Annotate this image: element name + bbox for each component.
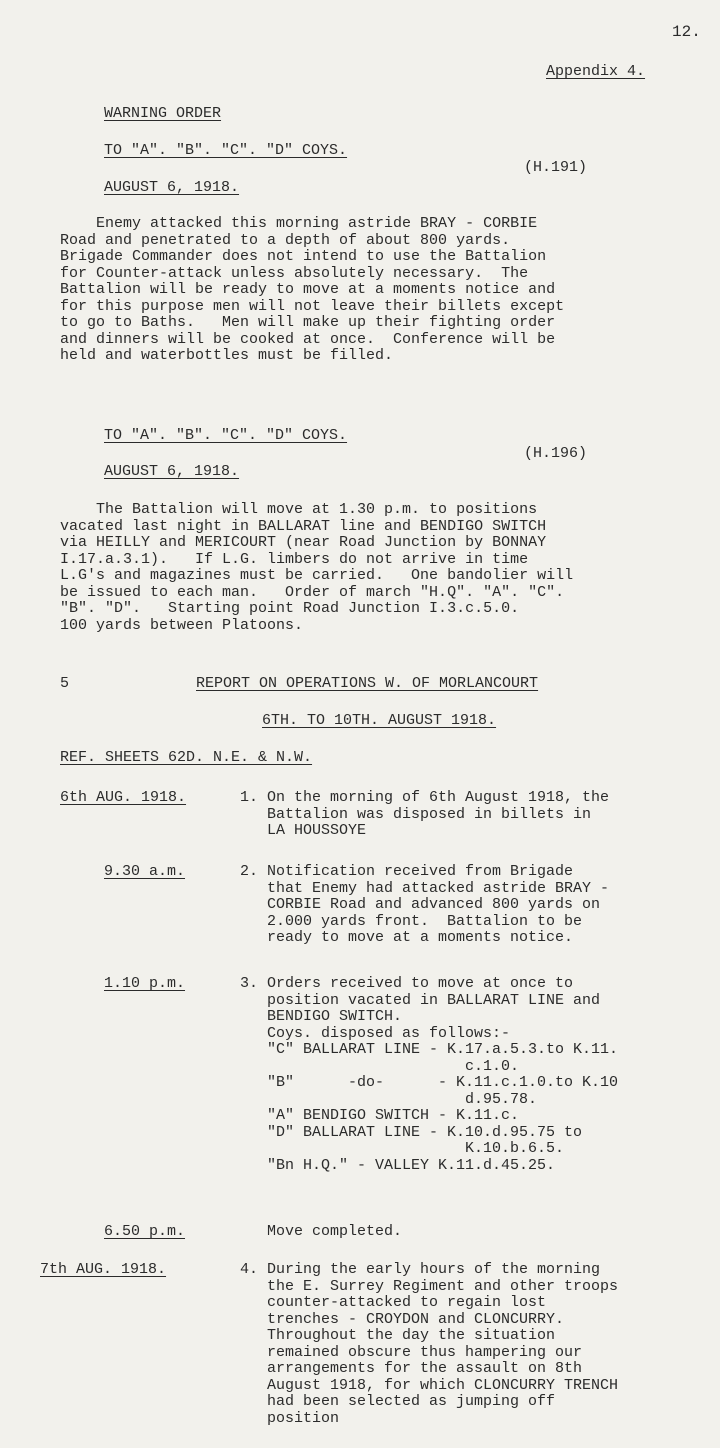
warning-order-date: AUGUST 6, 1918.: [104, 179, 240, 196]
entry-time: 7th AUG. 1918.: [40, 1261, 167, 1278]
entry-line: 2. Notification received from Brigade: [240, 863, 574, 880]
entry-line: "B" -do- - K.11.c.1.0.to K.10: [240, 1074, 619, 1091]
entry-line: BENDIGO SWITCH.: [240, 1008, 403, 1025]
appendix-label: Appendix 4.: [546, 63, 646, 80]
report-dates: 6TH. TO 10TH. AUGUST 1918.: [262, 712, 497, 729]
entry-line: LA HOUSSOYE: [240, 822, 367, 839]
body-line: held and waterbottles must be filled.: [60, 347, 394, 364]
entry-line: the E. Surrey Regiment and other troops: [240, 1277, 619, 1295]
entry-line: "Bn H.Q." - VALLEY K.11.d.45.25.: [240, 1156, 556, 1174]
entry-line: 1. On the morning of 6th August 1918, the: [240, 789, 610, 806]
entry-line: Throughout the day the situation: [240, 1327, 556, 1344]
entry-line: "D" BALLARAT LINE - K.10.d.95.75 to: [240, 1123, 583, 1141]
entry-line: Coys. disposed as follows:-: [240, 1024, 511, 1042]
entry-line: 2.000 yards front. Battalion to be: [240, 912, 583, 930]
entry-time: 6th AUG. 1918.: [60, 789, 187, 806]
order2-recipients: TO "A". "B". "C". "D" COYS.: [104, 427, 348, 444]
body-line: vacated last night in BALLARAT line and BENDIGO SWITCH: [60, 517, 547, 535]
entry-line: "A" BENDIGO SWITCH - K.11.c.: [240, 1107, 520, 1124]
entry-line: d.95.78.: [240, 1090, 538, 1108]
section-number: 5: [60, 675, 70, 692]
entry-text: [240, 976, 618, 1174]
order2-body: [60, 502, 573, 634]
body-line: to go to Baths. Men will make up their fighting order: [60, 314, 556, 331]
entry-text: [240, 1224, 402, 1241]
body-line: Road and penetrated to a depth of about 800 yards.: [60, 231, 511, 249]
entry-text: [240, 1262, 618, 1427]
order2-date: AUGUST 6, 1918.: [104, 463, 240, 480]
entry-line: that Enemy had attacked astride BRAY -: [240, 879, 610, 897]
entry-line: position: [240, 1409, 340, 1427]
warning-order-recipients: TO "A". "B". "C". "D" COYS.: [104, 142, 348, 159]
body-line: 100 yards between Platoons.: [60, 616, 304, 634]
entry-line: had been selected as jumping off: [240, 1393, 556, 1410]
order2-ref: (H.196): [524, 445, 588, 462]
entry-line: CORBIE Road and advanced 800 yards on: [240, 896, 601, 913]
entry-line: arrangements for the assault on 8th: [240, 1360, 583, 1377]
entry-line: August 1918, for which CLONCURRY TRENCH: [240, 1376, 619, 1394]
entry-line: K.10.b.6.5.: [240, 1140, 565, 1157]
entry-line: Move completed.: [240, 1223, 403, 1240]
body-line: for Counter-attack unless absolutely necessary. The: [60, 264, 529, 282]
entry-line: counter-attacked to regain lost: [240, 1294, 547, 1311]
report-title: REPORT ON OPERATIONS W. OF MORLANCOURT: [196, 675, 539, 692]
entry-text: [240, 790, 609, 840]
entry-text: [240, 864, 609, 947]
body-line: and dinners will be cooked at once. Conference will be: [60, 330, 556, 348]
body-line: be issued to each man. Order of march "H.Q". "A". "C".: [60, 583, 565, 601]
entry-line: 3. Orders received to move at once to: [240, 975, 574, 992]
entry-line: c.1.0.: [240, 1057, 520, 1075]
body-line: "B". "D". Starting point Road Junction I.3.c.5.0.: [60, 600, 520, 617]
ref-sheets: REF. SHEETS 62D. N.E. & N.W.: [60, 749, 313, 766]
body-line: The Battalion will move at 1.30 p.m. to positions: [60, 501, 538, 518]
body-line: for this purpose men will not leave their billets except: [60, 297, 565, 315]
entry-line: remained obscure thus hampering our: [240, 1343, 583, 1361]
body-line: via HEILLY and MERICOURT (near Road Junction by BONNAY: [60, 534, 547, 551]
page-number: 12.: [672, 23, 701, 41]
body-line: Enemy attacked this morning astride BRAY - CORBIE: [60, 215, 538, 232]
entry-line: Battalion was disposed in billets in: [240, 805, 592, 823]
body-line: Brigade Commander does not intend to use the Battalion: [60, 248, 547, 265]
body-line: Battalion will be ready to move at a moments notice and: [60, 281, 556, 298]
entry-line: 4. During the early hours of the morning: [240, 1261, 601, 1278]
warning-order-ref: (H.191): [524, 159, 588, 176]
warning-order-title: WARNING ORDER: [104, 105, 222, 122]
entry-line: position vacated in BALLARAT LINE and: [240, 991, 601, 1009]
entry-line: trenches - CROYDON and CLONCURRY.: [240, 1310, 565, 1328]
warning-order-body: [60, 216, 564, 365]
body-line: I.17.a.3.1). If L.G. limbers do not arrive in time: [60, 550, 529, 568]
entry-line: ready to move at a moments notice.: [240, 929, 574, 946]
entry-line: "C" BALLARAT LINE - K.17.a.5.3.to K.11.: [240, 1041, 619, 1058]
entry-time: 9.30 a.m.: [104, 863, 186, 880]
entry-time: 6.50 p.m.: [104, 1223, 186, 1240]
entry-time: 1.10 p.m.: [104, 975, 186, 992]
body-line: L.G's and magazines must be carried. One bandolier will: [60, 567, 574, 584]
